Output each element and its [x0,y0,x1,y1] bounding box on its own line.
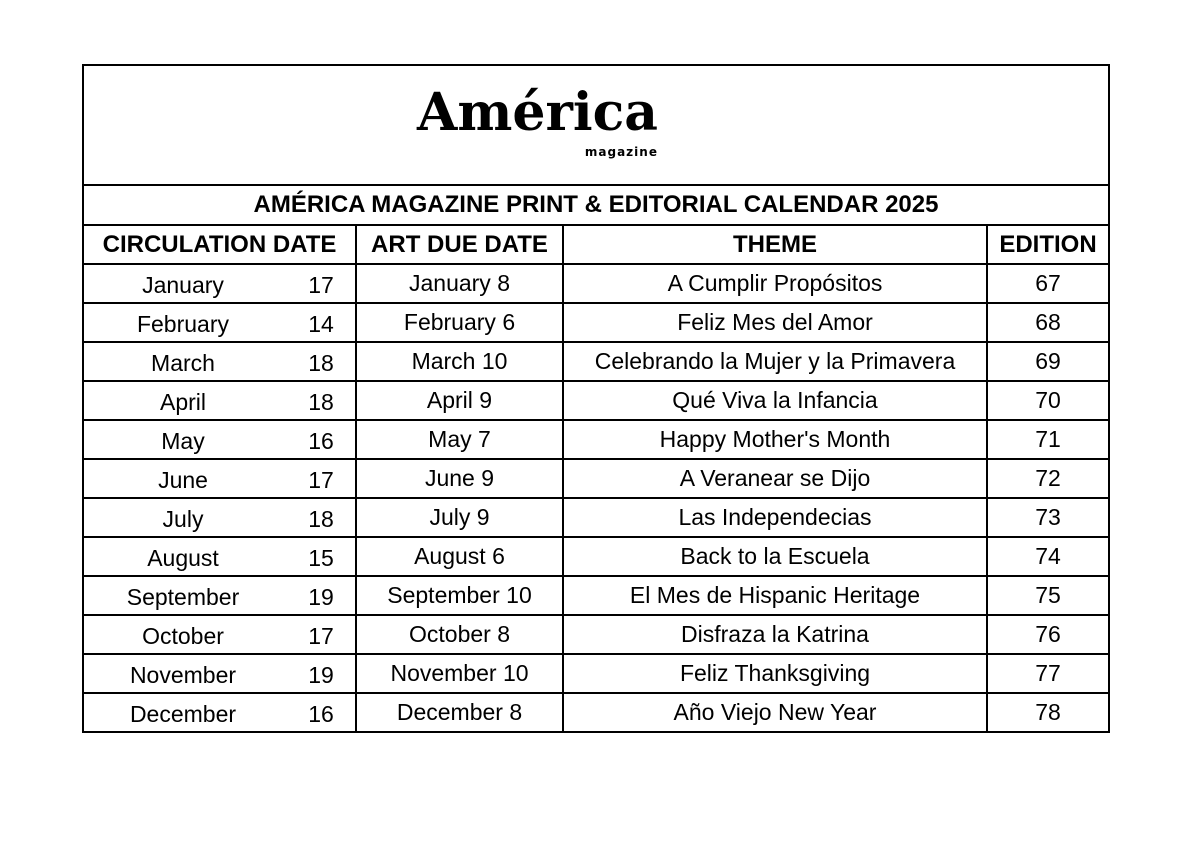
art-due-date-cell: February 6 [356,303,563,342]
logo-sub: magazine [584,145,658,159]
circulation-day: 16 [296,701,346,728]
edition-cell: 78 [987,693,1109,732]
art-due-date-cell: September 10 [356,576,563,615]
circulation-month: January [142,272,224,298]
circulation-date-cell [83,576,356,615]
theme-cell: Disfraza la Katrina [563,615,987,654]
circulation-day: 17 [296,272,346,299]
circulation-day: 18 [296,389,346,416]
edition-cell: 74 [987,537,1109,576]
circulation-month: June [158,467,208,493]
theme-cell: A Veranear se Dijo [563,459,987,498]
table-row [83,420,1109,459]
table-row [83,381,1109,420]
circulation-day: 17 [296,623,346,650]
circulation-day: 16 [296,428,346,455]
logo-name: América [417,82,658,143]
table-row [83,459,1109,498]
calendar-title: AMÉRICA MAGAZINE PRINT & EDITORIAL CALENDAR 2025 [83,185,1109,225]
art-due-date-cell: August 6 [356,537,563,576]
circulation-month: March [151,350,215,376]
circulation-day: 18 [296,506,346,533]
art-due-date-cell: June 9 [356,459,563,498]
circulation-date-cell [83,537,356,576]
circulation-date-cell [83,654,356,693]
circulation-date-cell [83,420,356,459]
circulation-date-cell [83,342,356,381]
theme-cell: El Mes de Hispanic Heritage [563,576,987,615]
theme-cell: Celebrando la Mujer y la Primavera [563,342,987,381]
art-due-date-cell: July 9 [356,498,563,537]
edition-cell: 67 [987,264,1109,303]
editorial-calendar-table [82,64,1110,733]
circulation-month: October [142,623,224,649]
edition-cell: 70 [987,381,1109,420]
edition-cell: 75 [987,576,1109,615]
art-due-date-cell: November 10 [356,654,563,693]
title-row [83,185,1109,225]
edition-cell: 71 [987,420,1109,459]
theme-cell: Back to la Escuela [563,537,987,576]
art-due-date-cell: January 8 [356,264,563,303]
circulation-month: November [129,662,237,688]
circulation-month: May [161,428,205,454]
edition-cell: 77 [987,654,1109,693]
circulation-date-cell [83,693,356,732]
circulation-date-cell [83,459,356,498]
art-due-date-cell: April 9 [356,381,563,420]
header-circulation-date: CIRCULATION DATE [83,225,356,264]
circulation-date-cell [83,498,356,537]
edition-cell: 72 [987,459,1109,498]
america-magazine-logo [417,82,658,160]
table-row [83,693,1109,732]
table-row [83,615,1109,654]
circulation-date-cell [83,303,356,342]
table-row [83,498,1109,537]
art-due-date-cell: October 8 [356,615,563,654]
header-theme: THEME [563,225,987,264]
header-edition: EDITION [987,225,1109,264]
table-row [83,303,1109,342]
edition-cell: 68 [987,303,1109,342]
art-due-date-cell: March 10 [356,342,563,381]
edition-cell: 69 [987,342,1109,381]
circulation-month: August [147,545,219,571]
circulation-day: 19 [296,662,346,689]
circulation-month: December [129,701,237,727]
circulation-day: 17 [296,467,346,494]
theme-cell: Feliz Thanksgiving [563,654,987,693]
logo-cell [83,65,1109,185]
header-art-due-date: ART DUE DATE [356,225,563,264]
circulation-date-cell [83,381,356,420]
table-row [83,342,1109,381]
edition-cell: 76 [987,615,1109,654]
logo-row [83,65,1109,185]
table-row [83,264,1109,303]
header-row [83,225,1109,264]
table-row [83,576,1109,615]
circulation-day: 18 [296,350,346,377]
circulation-month: February [136,311,230,337]
circulation-date-cell [83,264,356,303]
circulation-date-cell [83,615,356,654]
theme-cell: A Cumplir Propósitos [563,264,987,303]
circulation-day: 19 [296,584,346,611]
theme-cell: Las Independecias [563,498,987,537]
circulation-month: September [126,584,240,610]
art-due-date-cell: May 7 [356,420,563,459]
theme-cell: Qué Viva la Infancia [563,381,987,420]
table-row [83,537,1109,576]
circulation-day: 15 [296,545,346,572]
table-row [83,654,1109,693]
art-due-date-cell: December 8 [356,693,563,732]
circulation-month: July [162,506,204,532]
theme-cell: Año Viejo New Year [563,693,987,732]
circulation-month: April [159,389,206,415]
edition-cell: 73 [987,498,1109,537]
circulation-day: 14 [296,311,346,338]
theme-cell: Happy Mother's Month [563,420,987,459]
theme-cell: Feliz Mes del Amor [563,303,987,342]
